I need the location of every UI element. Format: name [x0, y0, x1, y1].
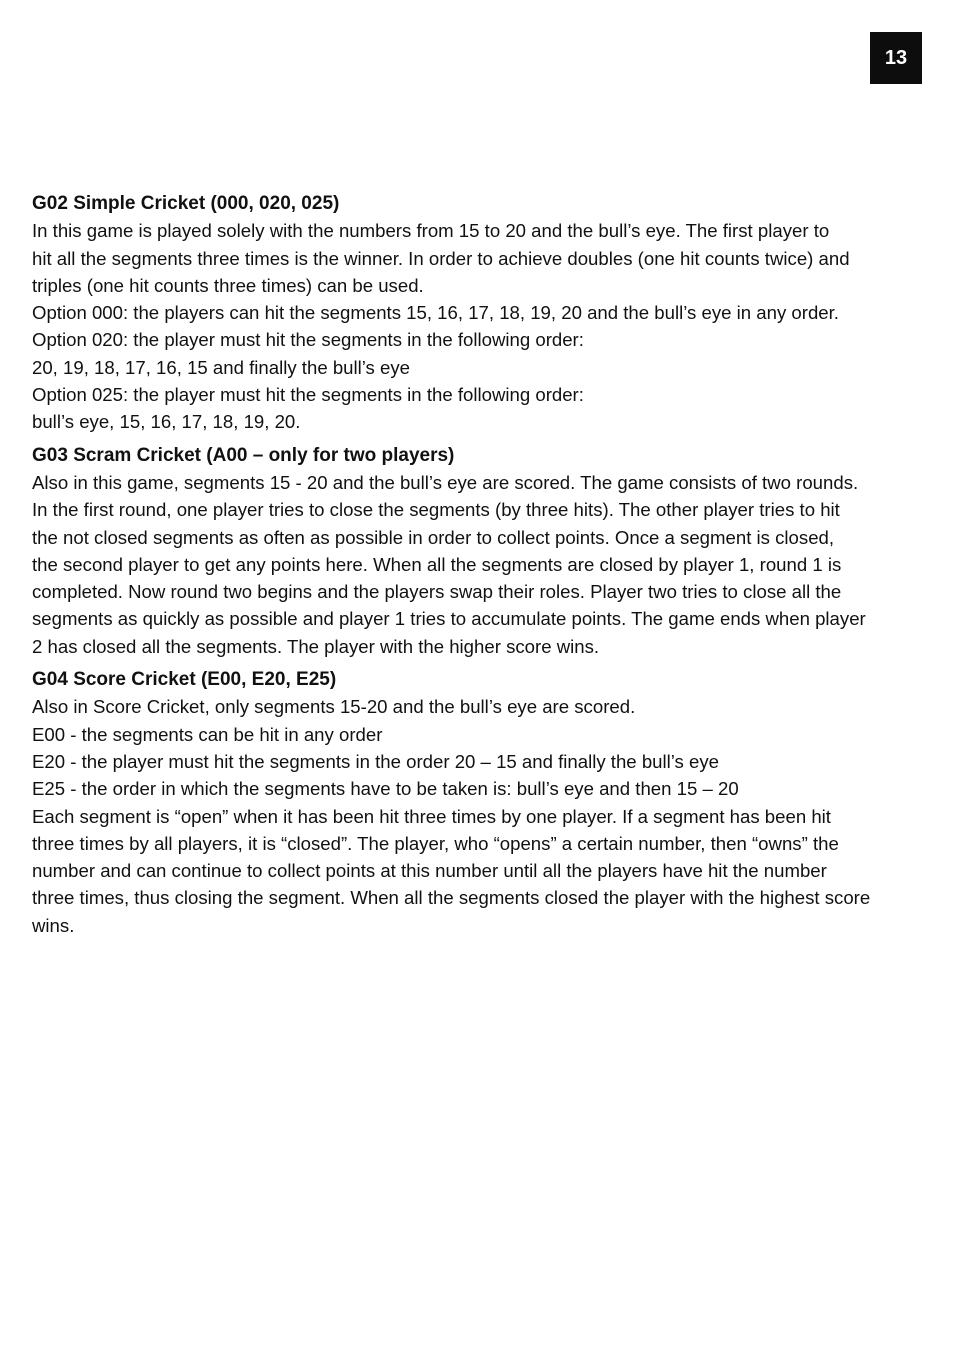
paragraph-line: Option 025: the player must hit the segments in the following order: — [32, 384, 584, 406]
section-heading: G03 Scram Cricket (A00 – only for two players) — [32, 444, 455, 466]
paragraph-line: In this game is played solely with the numbers from 15 to 20 and the bull’s eye. The first player to — [32, 220, 830, 242]
paragraph-line: E00 - the segments can be hit in any order — [32, 723, 383, 745]
paragraph-line: Each segment is “open” when it has been hit three times by one player. If a segment has been hit — [32, 805, 831, 827]
paragraph-line: E25 - the order in which the segments have to be taken is: bull’s eye and then 15 – 20 — [32, 778, 739, 800]
section-g03-scram-cricket — [32, 442, 922, 660]
paragraph-line: Also in Score Cricket, only segments 15-20 and the bull’s eye are scored. — [32, 696, 636, 718]
paragraph-line: bull’s eye, 15, 16, 17, 18, 19, 20. — [32, 411, 301, 433]
document-body — [32, 190, 922, 945]
paragraph-line: three times, thus closing the segment. When all the segments closed the player with the highest score — [32, 887, 871, 909]
paragraph-line: Option 000: the players can hit the segments 15, 16, 17, 18, 19, 20 and the bull’s eye in any order. — [32, 302, 839, 324]
paragraph-line: In the first round, one player tries to close the segments (by three hits). The other player tries to hit — [32, 499, 840, 521]
paragraph-line: Option 020: the player must hit the segments in the following order: — [32, 329, 584, 351]
paragraph-line: segments as quickly as possible and player 1 tries to accumulate points. The game ends when player — [32, 608, 866, 630]
paragraph-line: wins. — [32, 914, 75, 936]
section-heading: G02 Simple Cricket (000, 020, 025) — [32, 193, 340, 214]
paragraph-line: hit all the segments three times is the winner. In order to achieve doubles (one hit counts twice) and — [32, 247, 850, 269]
section-g02-simple-cricket — [32, 190, 922, 436]
paragraph-line: number and can continue to collect points at this number until all the players have hit the number — [32, 860, 827, 882]
paragraph-line: the second player to get any points here. When all the segments are closed by player 1, round 1 is — [32, 553, 842, 575]
section-heading: G04 Score Cricket (E00, E20, E25) — [32, 669, 337, 691]
paragraph-line: Also in this game, segments 15 - 20 and the bull’s eye are scored. The game consists of two rounds. — [32, 471, 859, 493]
paragraph-line: the not closed segments as often as possible in order to collect points. Once a segment is closed, — [32, 526, 835, 548]
paragraph-line: E20 - the player must hit the segments in the order 20 – 15 and finally the bull’s eye — [32, 750, 719, 772]
paragraph-line: completed. Now round two begins and the players swap their roles. Player two tries to close all the — [32, 581, 842, 603]
paragraph-line: three times by all players, it is “closed”. The player, who “opens” a certain number, then “owns” the — [32, 832, 839, 854]
paragraph-line: 20, 19, 18, 17, 16, 15 and finally the bull’s eye — [32, 356, 411, 378]
paragraph-line: triples (one hit counts three times) can be used. — [32, 274, 424, 296]
page-number: 13 — [870, 32, 922, 84]
section-g04-score-cricket — [32, 666, 922, 939]
paragraph-line: 2 has closed all the segments. The player with the higher score wins. — [32, 635, 600, 657]
